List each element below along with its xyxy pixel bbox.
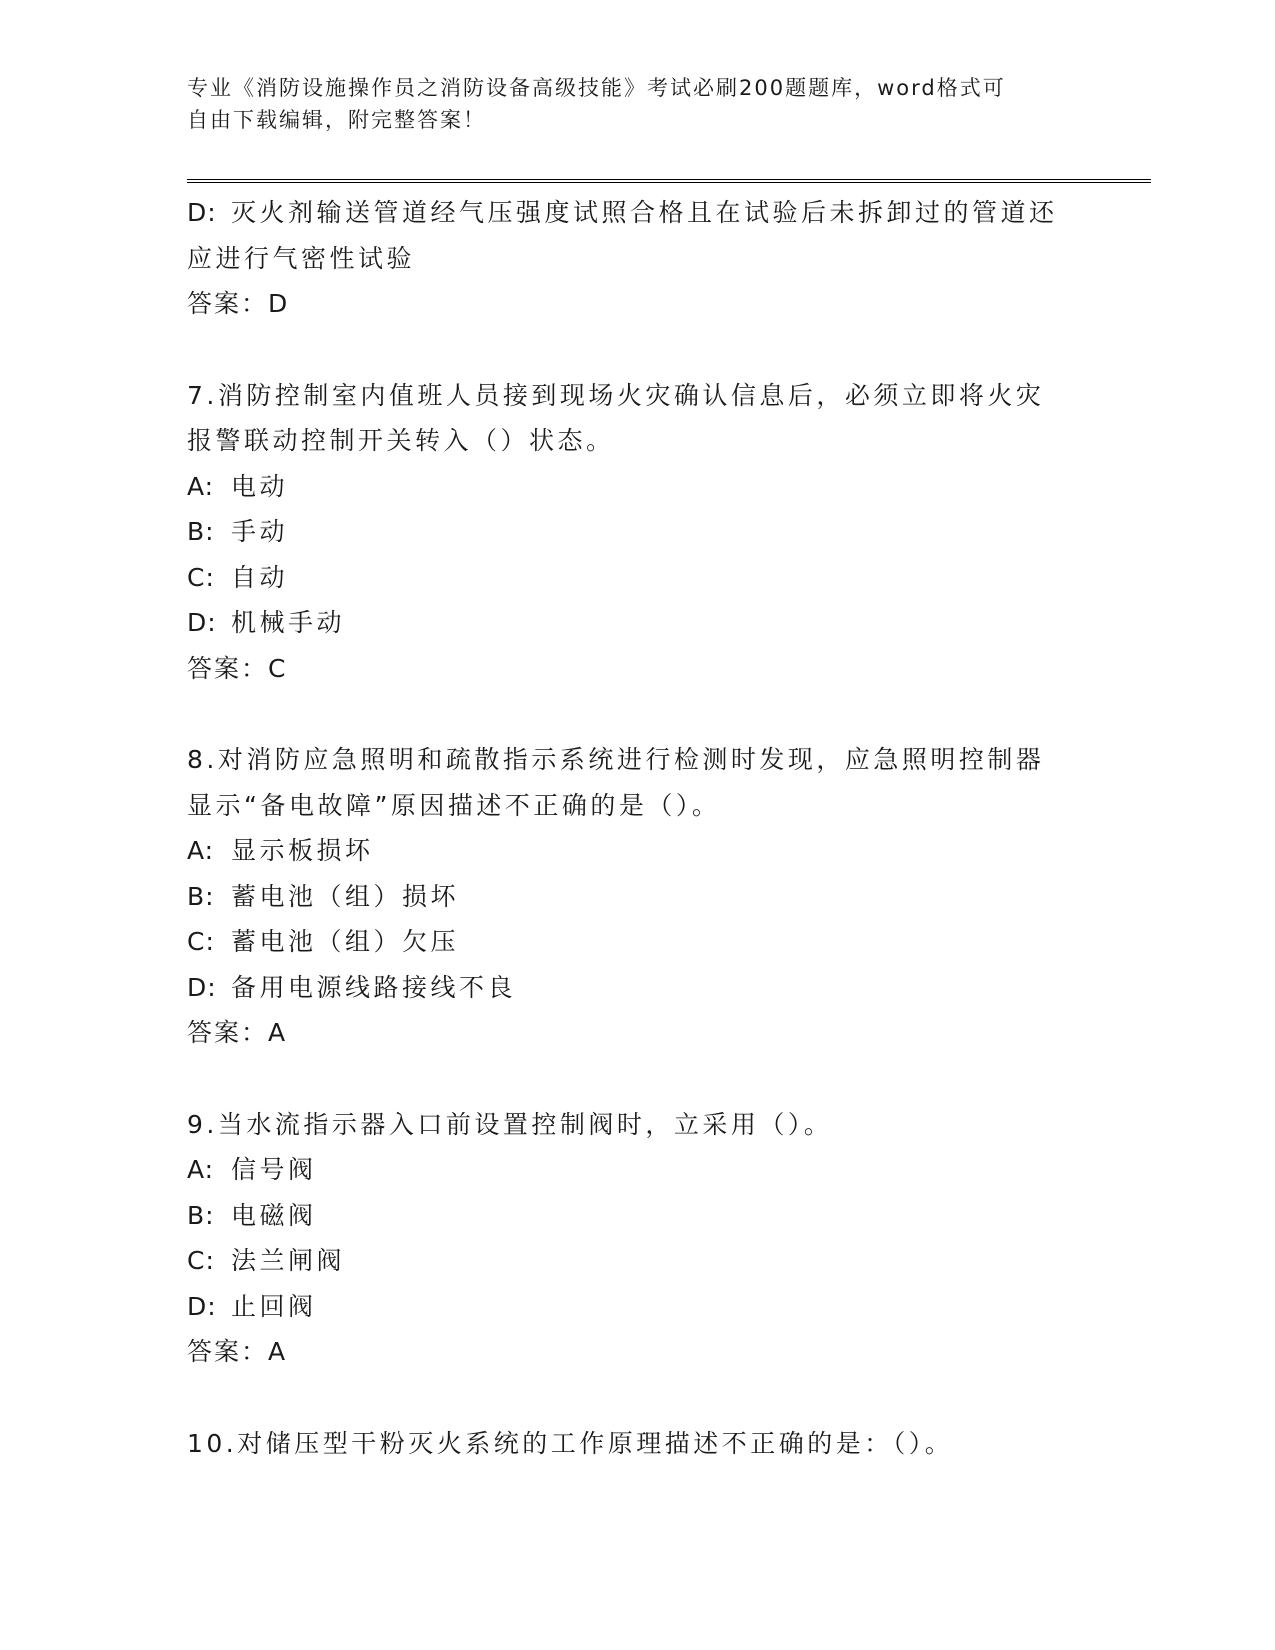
- option-label: C:: [187, 562, 215, 592]
- option-a: [187, 464, 1087, 510]
- option-a: [187, 828, 1087, 874]
- header-line-1: 专业《消防设施操作员之消防设备高级技能》考试必刷200题题库，word格式可: [187, 76, 1006, 100]
- option-label: D:: [187, 972, 217, 1002]
- spacer: [187, 327, 1087, 373]
- question-stem-continued: 显示“备电故障”原因描述不正确的是（）。: [187, 790, 721, 820]
- question-8: [187, 737, 1087, 1056]
- option-text: 电动: [231, 471, 289, 501]
- spacer: [187, 1375, 1087, 1421]
- option-text: 显示板损坏: [231, 836, 374, 865]
- option-label: B:: [187, 517, 215, 546]
- option-label: C:: [187, 1246, 215, 1275]
- option-b: [187, 509, 1087, 555]
- option-text: 蓄电池（组）欠压: [231, 927, 460, 956]
- option-text: 自动: [231, 562, 289, 592]
- question-9: [187, 1102, 1087, 1375]
- spacer: [187, 691, 1087, 737]
- previous-question-tail: [187, 190, 1087, 327]
- option-c: [187, 555, 1087, 601]
- option-c: [187, 1238, 1087, 1284]
- option-label: D:: [187, 1291, 217, 1321]
- option-d: [187, 600, 1087, 646]
- option-text: 止回阀: [231, 1291, 317, 1321]
- document-header: [187, 72, 1067, 136]
- option-a: [187, 1147, 1087, 1193]
- option-text: 信号阀: [231, 1155, 317, 1184]
- option-d: [187, 1284, 1087, 1330]
- option-label: C:: [187, 927, 215, 956]
- option-label: A:: [187, 471, 215, 501]
- option-label: A:: [187, 836, 215, 865]
- question-7: [187, 373, 1087, 692]
- option-c: [187, 919, 1087, 965]
- option-text: 蓄电池（组）损坏: [231, 881, 460, 911]
- answer-line: 答案：C: [187, 653, 288, 683]
- question-stem: 9.当水流指示器入口前设置控制阀时，立采用（）。: [187, 1109, 833, 1139]
- option-b: [187, 874, 1087, 920]
- option-d-continued: 应进行气密性试验: [187, 243, 416, 273]
- question-stem: 7.消防控制室内值班人员接到现场火灾确认信息后，必须立即将火灾: [187, 380, 1045, 410]
- question-stem: 8.对消防应急照明和疏散指示系统进行检测时发现，应急照明控制器: [187, 745, 1045, 774]
- question-stem: 10.对储压型干粉灭火系统的工作原理描述不正确的是：（）。: [187, 1428, 954, 1458]
- spacer: [187, 1056, 1087, 1102]
- header-line-2: 自由下载编辑，附完整答案！: [187, 108, 486, 132]
- option-label: B:: [187, 881, 215, 911]
- option-text: 手动: [231, 517, 289, 546]
- option-text: 灭火剂输送管道经气压强度试照合格且在试验后未拆卸过的管道还: [231, 198, 1058, 227]
- answer-line: 答案：A: [187, 1018, 288, 1047]
- option-label: A:: [187, 1155, 215, 1184]
- option-text: 法兰闸阀: [231, 1246, 346, 1275]
- option-label: D:: [187, 608, 217, 637]
- answer-line: 答案：A: [187, 1337, 288, 1366]
- option-d: [187, 965, 1087, 1011]
- option-text: 电磁阀: [231, 1200, 317, 1230]
- option-text: 机械手动: [231, 608, 346, 637]
- option-d: [187, 190, 1087, 236]
- option-b: [187, 1193, 1087, 1239]
- option-label: D:: [187, 198, 217, 227]
- question-content: [187, 190, 1087, 1466]
- option-text: 备用电源线路接线不良: [231, 972, 517, 1002]
- question-stem-continued: 报警联动控制开关转入（）状态。: [187, 426, 615, 455]
- option-label: B:: [187, 1200, 215, 1230]
- question-10: [187, 1421, 1087, 1467]
- header-divider: [187, 179, 1151, 183]
- answer-line: 答案：D: [187, 289, 290, 318]
